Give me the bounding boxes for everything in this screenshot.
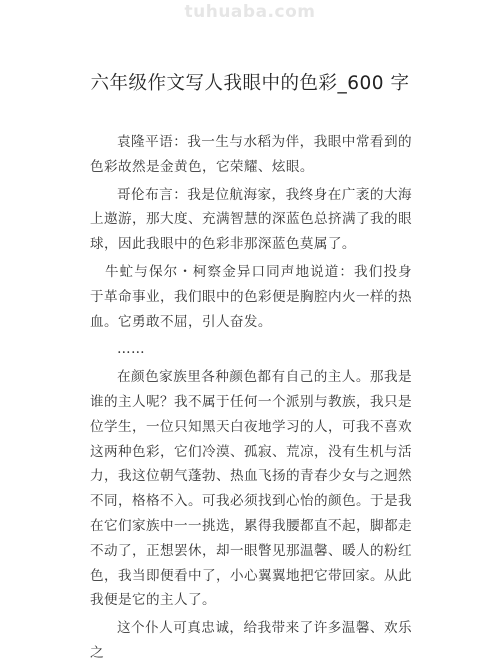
paragraph-gadfly-pavel: 牛虻与保尔・柯察金异口同声地说道：我们投身于革命事业，我们眼中的色彩便是胸腔内火一样的热血。它勇敢不屈，引人奋发。 <box>90 263 412 330</box>
essay-body <box>90 130 412 669</box>
paragraph-color-family: 在颜色家族里各种颜色都有自己的主人。那我是谁的主人呢？我不属于任何一个派别与教族，我只是位学生，一位只知黑天白夜地学习的人，可我不喜欢这两种色彩，它们冷漠、孤寂、荒凉，没有生机与活力，我这位朝气蓬勃、热血飞扬的青春少女与之迥然不同，格格不入。可我必须找到心怡的颜色。于是我在它们家族中一一挑选，累得我腰都直不起，脚都走不动了，正想罢休，却一眼瞥见那温馨、暖人的粉红色，我当即便看中了，小心翼翼地把它带回家。从此我便是它的主人了。 <box>90 369 412 609</box>
paragraph-ellipsis: …… <box>117 341 145 358</box>
paragraph-columbus: 哥伦布言：我是位航海家，我终身在广袤的大海上遨游，那大度、充满智慧的深蓝色总挤满了我的眼球，因此我眼中的色彩非那深蓝色莫属了。 <box>90 186 412 253</box>
paragraph-yuan-longping: 袁隆平语：我一生与水稻为伴，我眼中常看到的色彩故然是金黄色，它荣耀、炫眼。 <box>90 134 412 175</box>
page-title: 六年级作文写人我眼中的色彩_600 字 <box>90 73 410 94</box>
watermark: tuhuaba.com <box>184 2 316 22</box>
paragraph-loyal-servant: 这个仆人可真忠诚，给我带来了许多温馨、欢乐之 <box>90 620 412 661</box>
